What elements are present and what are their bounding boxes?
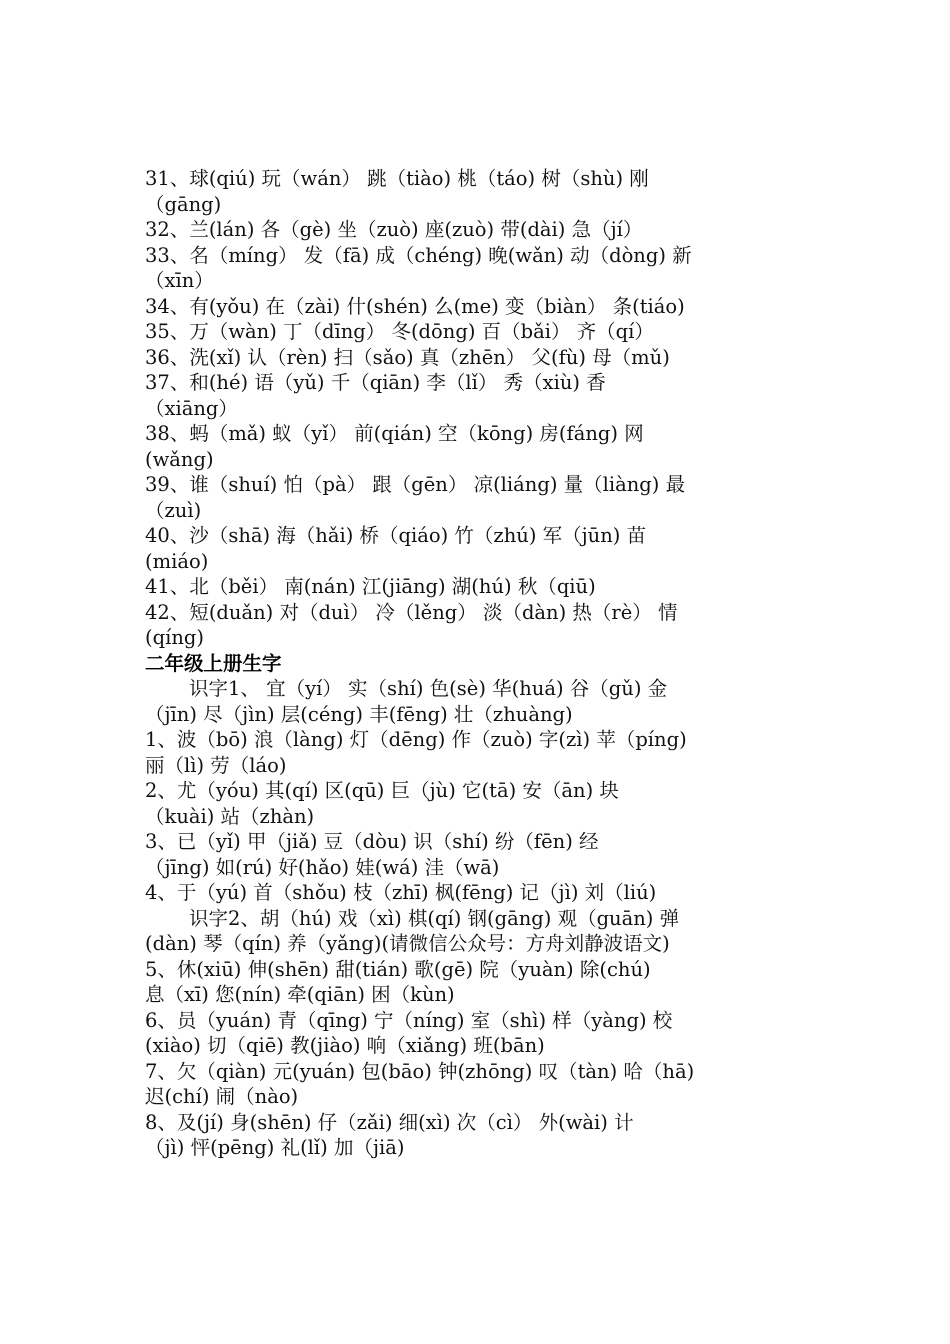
vocab-line: 39、谁（shuí) 怕（pà） 跟（gēn） 凉(liáng) 量（liàng) 最	[145, 473, 686, 496]
vocab-line: 7、欠（qiàn) 元(yuán) 包(bāo) 钟(zhōng) 叹（tàn) 哈（hā)	[145, 1059, 695, 1083]
vocab-line: (dàn) 琴（qín) 养（yǎng)(请微信公众号：方舟刘静波语文)	[145, 932, 670, 955]
vocab-line: (qíng)	[145, 626, 204, 649]
vocab-line: 识字2、胡（hú) 戏（xì) 棋(qí) 钢(gāng) 观（guān) 弹	[189, 906, 680, 930]
vocab-line: （zuì)	[145, 498, 202, 522]
vocab-line: 2、尤（yóu) 其(qí) 区(qū) 巨（jù) 它(tā) 安（ān) 块	[145, 779, 619, 802]
vocab-line: 34、有(yǒu) 在（zài) 什(shén) 么(me) 变（biàn） 条(tiáo)	[145, 294, 685, 318]
vocab-line: 3、已（yǐ) 甲（jiǎ) 豆（dòu) 识（shí) 纷（fēn) 经	[145, 830, 599, 853]
vocab-line: （xiāng）	[145, 396, 238, 420]
document-page	[145, 166, 810, 1161]
vocab-line: 8、及(jí) 身(shēn) 仔（zǎi) 细(xì) 次（cì） 外(wài) 计	[145, 1110, 634, 1134]
vocab-line: （jì) 怦(pēng) 礼(lǐ) 加（jiā)	[145, 1136, 405, 1159]
vocab-line: 息（xī) 您(nín) 牵(qiān) 困（kùn)	[145, 983, 455, 1006]
vocab-line: （jīng) 如(rú) 好(hǎo) 娃(wá) 洼（wā)	[145, 855, 500, 879]
vocab-line: 42、短(duǎn) 对（duì） 冷（lěng） 淡（dàn) 热（rè） 情	[145, 600, 678, 624]
section-heading: 二年级上册生字	[145, 651, 282, 675]
vocab-line: 6、员（yuán) 青（qīng) 宁（níng) 室（shì) 样（yàng) 校	[145, 1008, 673, 1032]
vocab-line: 41、北（běi） 南(nán) 江(jiāng) 湖(hú) 秋（qiū)	[145, 575, 596, 598]
vocab-line: 31、球(qiú) 玩（wán） 跳（tiào) 桃（táo) 树（shù) 刚	[145, 167, 649, 190]
vocab-line: 32、兰(lán) 各（gè) 坐（zuò) 座(zuò) 带(dài) 急（jí）	[145, 218, 643, 241]
vocab-line: 4、于（yú) 首（shǒu) 枝（zhī) 枫(fēng) 记（jì) 刘（liú)	[145, 881, 657, 904]
vocab-line: (wǎng)	[145, 447, 214, 471]
vocab-line: 5、休(xiū) 伸(shēn) 甜(tián) 歌(gē) 院（yuàn) 除(chú)	[145, 957, 651, 981]
vocab-line: （kuài) 站（zhàn)	[145, 804, 315, 828]
vocab-list-grade2	[145, 676, 810, 1161]
vocab-line: 35、万（wàn) 丁（dīng） 冬(dōng) 百（bǎi） 齐（qí）	[145, 320, 654, 343]
vocab-line: 33、名（míng） 发（fā) 成（chéng) 晚(wǎn) 动（dòng) 新	[145, 243, 692, 267]
vocab-line: (miáo)	[145, 549, 209, 573]
vocab-list-grade1	[145, 166, 810, 651]
vocab-line: 38、蚂（mǎ) 蚁（yǐ） 前(qián) 空（kōng) 房(fáng) 网	[145, 422, 644, 445]
vocab-line: 37、和(hé) 语（yǔ) 千（qiān) 李（lǐ） 秀（xiù) 香	[145, 371, 606, 394]
vocab-line: 36、洗(xǐ) 认（rèn) 扫（sǎo) 真（zhēn） 父(fù) 母（mǔ)	[145, 345, 670, 369]
vocab-line: (xiào) 切（qiē) 教(jiào) 响（xiǎng) 班(bān)	[145, 1034, 545, 1057]
vocab-line: 迟(chí) 闹（nào)	[145, 1085, 299, 1108]
vocab-line: 识字1、 宜（yí） 实（shí) 色(sè) 华(huá) 谷（gǔ) 金	[189, 677, 668, 700]
vocab-line: （jīn) 尽（jìn) 层(céng) 丰(fēng) 壮（zhuàng)	[145, 702, 573, 726]
vocab-line: 40、沙（shā) 海（hǎi) 桥（qiáo) 竹（zhú) 军（jūn) 苗	[145, 524, 647, 547]
vocab-line: 1、波（bō) 浪（làng) 灯（dēng) 作（zuò) 字(zì) 苹（píng)	[145, 728, 687, 751]
vocab-line: （gāng)	[145, 192, 222, 216]
vocab-line: （xīn）	[145, 269, 214, 292]
vocab-line: 丽（lì) 劳（láo)	[145, 753, 287, 777]
